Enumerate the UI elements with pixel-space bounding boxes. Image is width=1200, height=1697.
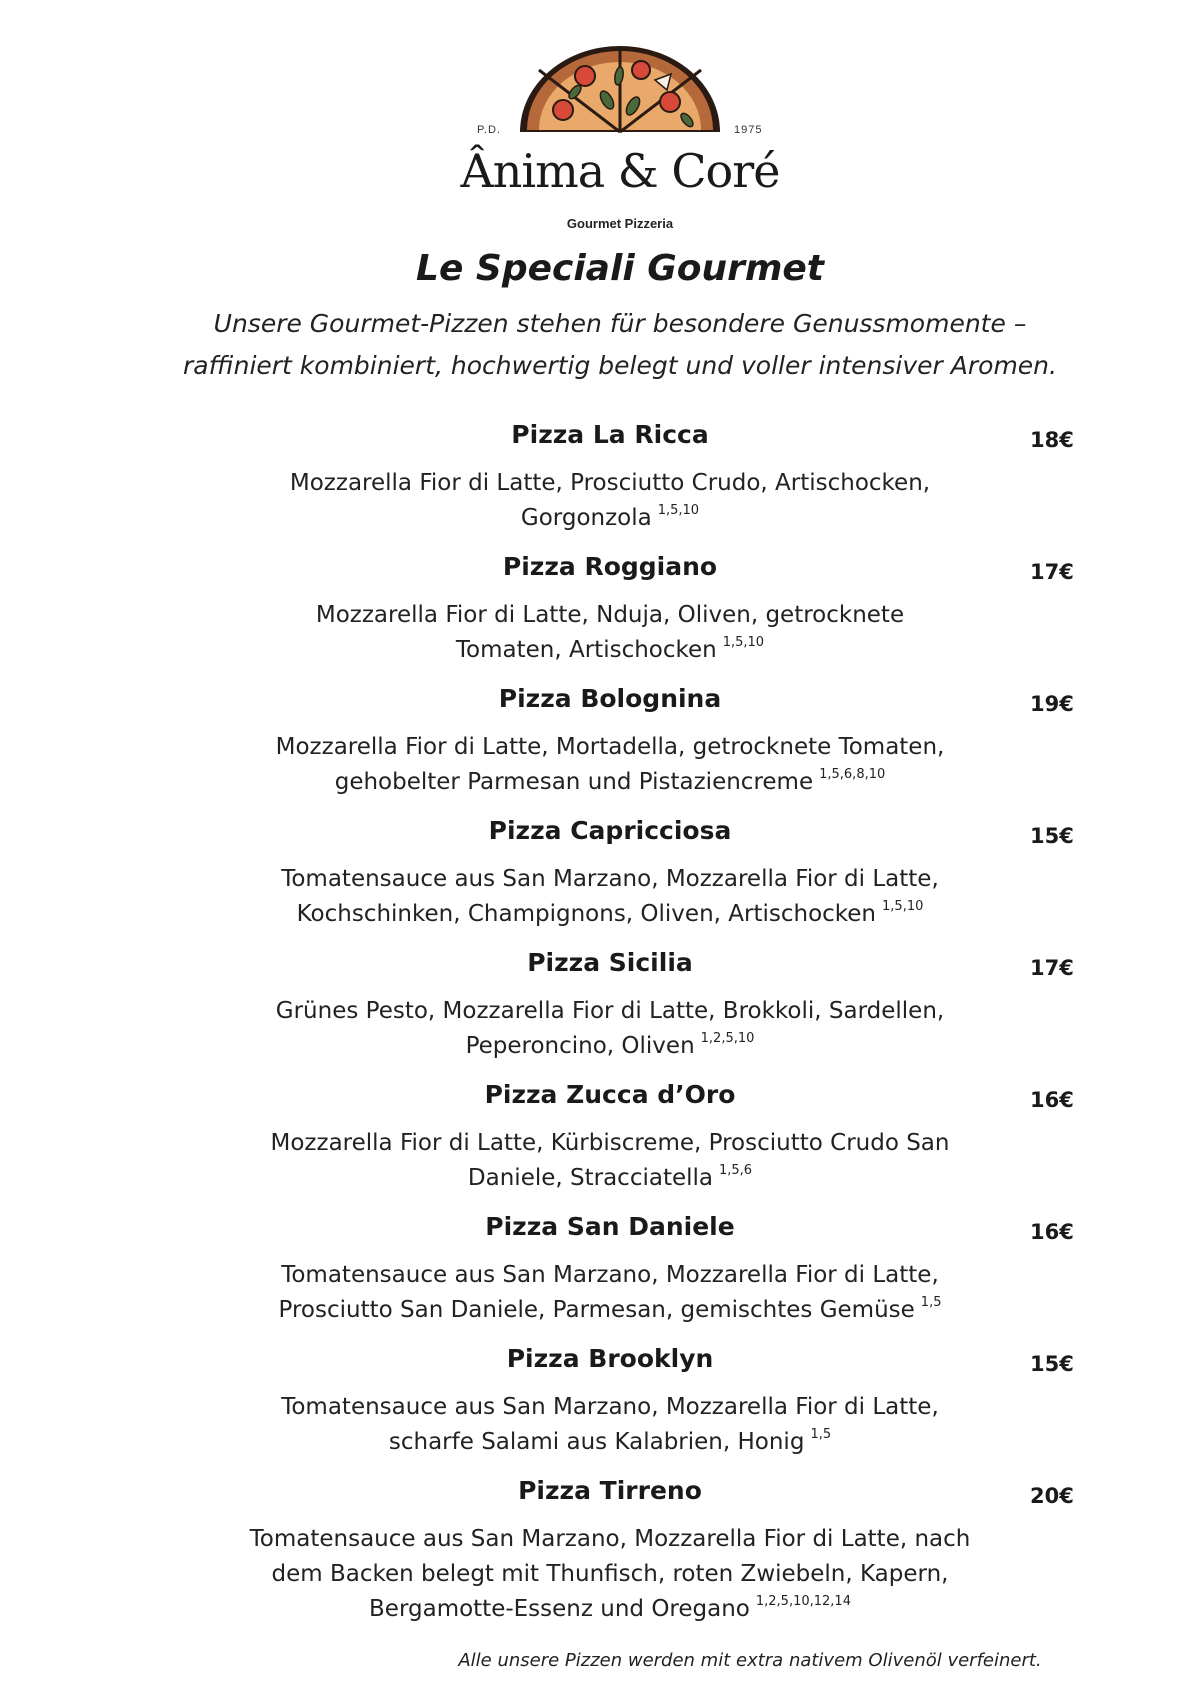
footer-note: Alle unsere Pizzen werden mit extra nativem Olivenöl verfeinert. xyxy=(458,1650,1042,1671)
description-text: Gorgonzola xyxy=(520,505,652,531)
menu-item-price: 19€ xyxy=(1030,692,1074,716)
menu-item-description xyxy=(200,1390,1020,1463)
description-line xyxy=(200,897,1020,935)
menu-item-description xyxy=(200,466,1020,539)
description-text: Mozzarella Fior di Latte, Nduja, Oliven, getrocknete xyxy=(315,602,905,628)
menu-item-price: 15€ xyxy=(1030,1352,1074,1376)
description-text: Tomatensauce aus San Marzano, Mozzarella Fior di Latte, xyxy=(281,1394,939,1420)
allergen-codes: 1,2,5,10 xyxy=(700,1031,755,1046)
menu-item-name: Pizza Tirreno xyxy=(518,1476,702,1505)
allergen-codes: 1,5,10 xyxy=(722,635,765,650)
menu-item-name: Pizza Brooklyn xyxy=(506,1344,714,1373)
description-line xyxy=(200,1258,1020,1293)
menu-item-description xyxy=(200,994,1020,1067)
brand-right-mark: 1975 xyxy=(734,124,763,136)
description-line xyxy=(200,1522,1020,1557)
menu-item-name: Pizza Capricciosa xyxy=(488,816,732,845)
description-line xyxy=(200,633,1020,671)
description-text: Mozzarella Fior di Latte, Prosciutto Crudo, Artischocken, xyxy=(289,470,931,496)
menu-item-price: 16€ xyxy=(1030,1220,1074,1244)
intro-line: raffiniert kombiniert, hochwertig belegt und voller intensiver Aromen. xyxy=(183,351,1057,380)
description-line xyxy=(200,1557,1020,1592)
description-line xyxy=(200,1592,1020,1630)
allergen-codes: 1,5,10 xyxy=(882,899,924,914)
menu-item-price: 16€ xyxy=(1030,1088,1074,1112)
menu-item-price: 18€ xyxy=(1030,428,1074,452)
menu-item-description xyxy=(200,1126,1020,1199)
allergen-codes: 1,2,5,10,12,14 xyxy=(755,1594,851,1609)
menu-item-price: 20€ xyxy=(1030,1484,1074,1508)
menu-item-name: Pizza San Daniele xyxy=(485,1212,735,1241)
menu-item-price: 17€ xyxy=(1030,956,1074,980)
menu-item-description xyxy=(200,598,1020,671)
menu-item-description xyxy=(200,1258,1020,1331)
description-line xyxy=(200,598,1020,633)
brand-left-mark: P.D. xyxy=(477,124,501,136)
allergen-codes: 1,5,6,8,10 xyxy=(819,767,886,782)
description-text: Tomatensauce aus San Marzano, Mozzarella Fior di Latte, nach xyxy=(249,1526,971,1552)
description-text: dem Backen belegt mit Thunfisch, roten Zwiebeln, Kapern, xyxy=(271,1561,949,1587)
intro-text xyxy=(0,303,1200,387)
brand-name: Ânima & Coré xyxy=(460,144,780,198)
description-line xyxy=(200,1293,1020,1331)
description-text: Grünes Pesto, Mozzarella Fior di Latte, Brokkoli, Sardellen, xyxy=(275,998,945,1024)
menu-item-price: 15€ xyxy=(1030,824,1074,848)
menu-item-description xyxy=(200,862,1020,935)
page-title: Le Speciali Gourmet xyxy=(416,248,824,289)
description-text: Mozzarella Fior di Latte, Kürbiscreme, Prosciutto Crudo San xyxy=(270,1130,950,1156)
menu-item-price: 17€ xyxy=(1030,560,1074,584)
description-text: Peperoncino, Oliven xyxy=(465,1033,695,1059)
description-line xyxy=(200,501,1020,539)
description-line xyxy=(200,1126,1020,1161)
intro-line: Unsere Gourmet-Pizzen stehen für besondere Genussmomente – xyxy=(213,309,1027,338)
menu-item-description xyxy=(200,1522,1020,1630)
description-line xyxy=(200,862,1020,897)
description-text: Tomaten, Artischocken xyxy=(455,637,717,663)
description-line xyxy=(200,730,1020,765)
description-line xyxy=(200,1390,1020,1425)
brand-tagline: Gourmet Pizzeria xyxy=(566,216,674,231)
description-line xyxy=(200,1425,1020,1463)
description-text: Daniele, Stracciatella xyxy=(467,1165,713,1191)
description-text: Bergamotte-Essenz und Oregano xyxy=(369,1596,750,1622)
description-text: Mozzarella Fior di Latte, Mortadella, getrocknete Tomaten, xyxy=(275,734,945,760)
menu-item-name: Pizza La Ricca xyxy=(511,420,709,449)
allergen-codes: 1,5 xyxy=(920,1295,942,1310)
menu-item-description xyxy=(200,730,1020,803)
description-line xyxy=(200,765,1020,803)
menu-item-name: Pizza Sicilia xyxy=(527,948,693,977)
description-line xyxy=(200,1029,1020,1067)
description-line xyxy=(200,1161,1020,1199)
description-text: gehobelter Parmesan und Pistaziencreme xyxy=(334,769,814,795)
description-text: Prosciutto San Daniele, Parmesan, gemischtes Gemüse xyxy=(278,1297,915,1323)
menu-item-name: Pizza Roggiano xyxy=(502,552,718,581)
allergen-codes: 1,5 xyxy=(810,1427,832,1442)
allergen-codes: 1,5,10 xyxy=(657,503,700,518)
description-text: Tomatensauce aus San Marzano, Mozzarella Fior di Latte, xyxy=(281,866,939,892)
description-line xyxy=(200,466,1020,501)
description-text: Kochschinken, Champignons, Oliven, Artischocken xyxy=(296,901,877,927)
description-text: Tomatensauce aus San Marzano, Mozzarella Fior di Latte, xyxy=(281,1262,939,1288)
menu-item-name: Pizza Bolognina xyxy=(498,684,722,713)
description-line xyxy=(200,994,1020,1029)
pizza-logo-icon xyxy=(515,44,725,134)
allergen-codes: 1,5,6 xyxy=(719,1163,753,1178)
description-text: scharfe Salami aus Kalabrien, Honig xyxy=(388,1429,805,1455)
logo xyxy=(0,0,1200,240)
menu-item-name: Pizza Zucca d’Oro xyxy=(484,1080,736,1109)
